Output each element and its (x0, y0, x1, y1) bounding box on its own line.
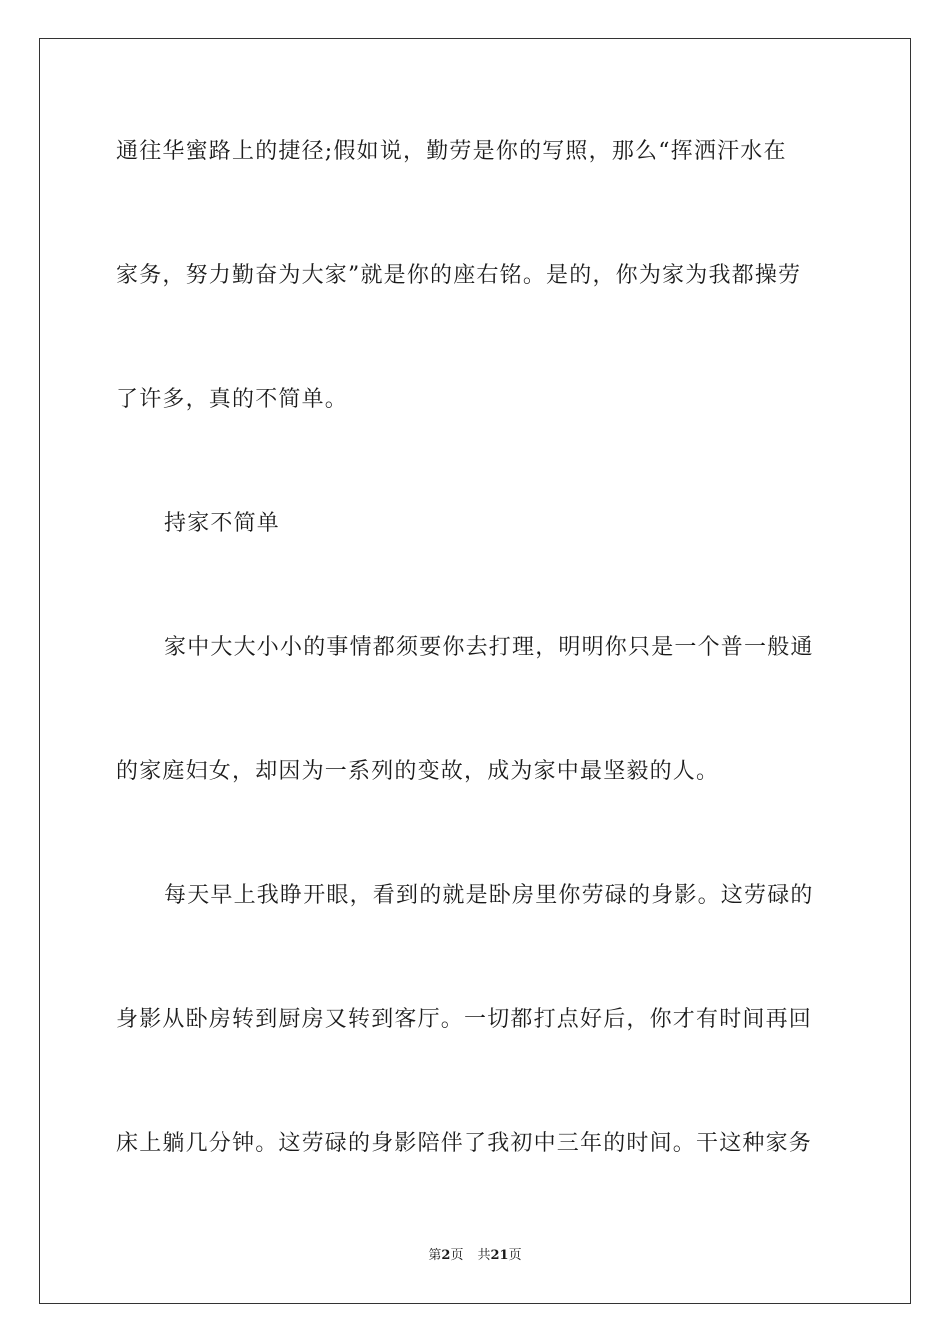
body-text-line: 了许多，真的不简单。 (116, 387, 349, 412)
footer-page-current: 2 (441, 1248, 451, 1263)
body-text-line: 家中大大小小的事情都须要你去打理，明明你只是一个普一般通 (164, 635, 814, 660)
footer-page-total: 21 (490, 1248, 509, 1263)
footer-page-prefix: 第 (428, 1248, 442, 1263)
footer-page-suffix: 页 (450, 1248, 464, 1263)
footer-total-prefix: 共 (477, 1248, 491, 1263)
body-text-line: 家务，努力勤奋为大家”就是你的座右铭。是的，你为家为我都操劳 (116, 263, 802, 288)
body-text-line: 每天早上我睁开眼，看到的就是卧房里你劳碌的身影。这劳碌的 (164, 883, 814, 908)
section-heading: 持家不简单 (164, 511, 281, 536)
body-text-line: 的家庭妇女，却因为一系列的变故，成为家中最坚毅的人。 (116, 759, 720, 784)
body-text-line: 身影从卧房转到厨房又转到客厅。一切都打点好后，你才有时间再回 (116, 1007, 813, 1032)
page-footer (0, 1246, 950, 1266)
body-text-line: 床上躺几分钟。这劳碌的身影陪伴了我初中三年的时间。干这种家务 (116, 1131, 813, 1156)
body-text-line: 通往华蜜路上的捷径;假如说，勤劳是你的写照，那么“挥洒汗水在 (116, 139, 787, 164)
page-border (39, 38, 911, 1304)
footer-total-suffix: 页 (508, 1248, 522, 1263)
